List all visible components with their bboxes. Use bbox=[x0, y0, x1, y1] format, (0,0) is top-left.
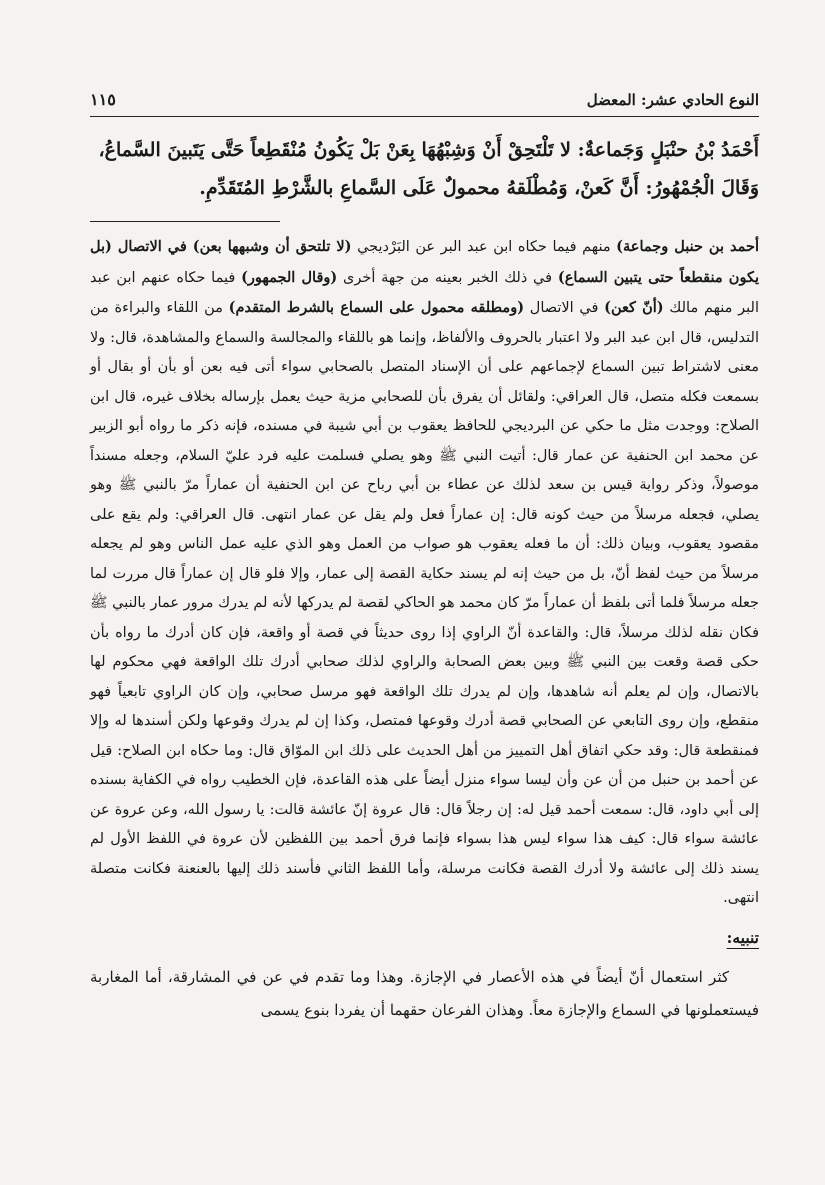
separator-rule bbox=[90, 221, 280, 222]
commentary-span: في الاتصال bbox=[524, 300, 605, 316]
running-header bbox=[90, 90, 759, 117]
section-heading: تنبيه: bbox=[726, 927, 759, 947]
keyword: أحمد بن حنبل وجماعة) bbox=[616, 238, 759, 255]
keyword: (وقال الجمهور) bbox=[241, 268, 338, 286]
keyword: (ومطلقه محمول على السماع بالشرط المتقدم) bbox=[228, 299, 525, 316]
section-paragraph: كثر استعمال أنّ أيضاً في هذه الأعصار في الإجازة. وهذا وما تقدم في عن في المشارقة، أما المغاربة فيستعملونها في السماع والإجازة معاً. وهذان الفرعان حقهما أن يفردا بنوع يسمى bbox=[90, 967, 759, 1019]
chapter-title: النوع الحادي عشر: المعضل bbox=[586, 91, 759, 109]
page-number: ١١٥ bbox=[90, 90, 116, 109]
verse-line-2: وَقَالَ الْجُمْهُورُ: أَنَّ كَعنْ، وَمُطْلَقهُ محمولٌ عَلَى السَّماعِ بالشَّرْطِ المُتَقَدِّمِ. bbox=[199, 177, 759, 199]
section-body bbox=[90, 961, 759, 1027]
commentary-span: في ذلك الخبر بعينه من جهة أخرى bbox=[337, 269, 558, 286]
keyword: (لا تلتحق أن وشبهها بعن) في الاتصال (بل يكون منقطعاً حتى يتبين السماع) bbox=[90, 238, 759, 286]
commentary-span: فيما حكاه عنهم ابن عبد البر منهم مالك bbox=[90, 269, 759, 316]
commentary-span: من اللقاء والبراءة من التدليس، قال ابن عبد البر ولا اعتبار بالحروف والألفاظ، وإنما هو باللقاء والمجالسة والسماع والمشاهدة، قال: ولا معنى لاشتراط تبين السماع لإجماعهم على أن الإسناد المتصل بالصحابي سواء أتى فيه بعن أو بأن أو بقال أو بسمعت فكله متصل، قال العراقي: ولقائل أن يفرق بأن للصحابي مزية حيث يعمل بإرساله بخلاف غيره، قال ابن الصلاح: ووجدت مثل ما حكي عن البرديجي للحافظ يعقوب بن أبي شيبة في مسنده، فإنه ذكر ما رواه أبو الزبير عن محمد ابن الحنفية عن عمار قال: أتيت النبي ﷺ وهو يصلي فسلمت عليه فرد عليّ السلام، وجعله مسنداً موصولاً، وذكر رواية قيس بن سعد لذلك عن عطاء بن أبي رباح عن ابن الحنفية أن عماراً مرّ بالنبي ﷺ وهو يصلي، فجعله مرسلاً من حيث كونه قال: إن عماراً فعل ولم يقل عن عمار انتهى. قال العراقي: ولم يقع على مقصود يعقوب، وبيان ذلك: أن ما فعله يعقوب هو صواب من العمل وهو الذي عليه عمل الناس وهو لم يجعله مرسلاً من حيث لفظ أنّ، بل من حيث إنه لم يسند حكاية القصة إلى عمار، وإلا فلو قال إن عماراً قال مررت لما جعله مرسلاً فلما أتى بلفظ أن عماراً مرّ كان محمد هو الحاكي لقصة لم يدركها لأنه لم يدرك مرور عمار بالنبي ﷺ فكان نقله لذلك مرسلاً، قال: والقاعدة أنّ الراوي إذا روى حديثاً في قصة أو واقعة، فإن كان أدرك ما رواه بأن حكى قصة وقعت بين النبي ﷺ وبين بعض الصحابة والراوي لذلك صحابي أدرك تلك الواقعة فهي محكوم لها بالاتصال، وإن لم يعلم أنه شاهدها، وإن لم يدرك تلك الواقعة فهو مرسل صحابي، وإن كان الراوي تابعياً فهو منقطع، وإن روى التابعي عن الصحابي قصة أدرك وقوعها فمتصل، وكذا إن لم يدرك وقوعها ولكن أسندها له وإلا فمنقطعة قال: وقد حكي اتفاق أهل التمييز من أهل الحديث على ذلك ابن الموّاق قال: وما حكاه ابن الصلاح: قيل عن أحمد بن حنبل من أن عن وأن ليسا سواء منزل أيضاً على هذه القاعدة، فإن الخطيب رواه في الكفاية بسنده إلى أبي داود، قال: سمعت أحمد قيل له: إن رجلاً قال: قال عروة إنّ عائشة قالت: يا رسول الله، وعن عروة عن عائشة سواء قال: كيف هذا سواء ليس هذا بسواء فإنما فرق أحمد بين اللفظين لأن عروة في اللفظ الأول لم يسند ذلك إلى عائشة ولا أدرك القصة فكانت مرسلة، وأما اللفظ الثاني فأسند ذلك إليها بالعنعنة فكانت متصلة انتهى. bbox=[90, 300, 759, 906]
verse-block bbox=[90, 131, 759, 207]
verse-line-1: أَحْمَدُ بْنُ حنْبَلٍ وَجَماعةٌ: لا تَلْتَحِقْ أَنْ وَشِبْهُهَا بِعَنْ بَلْ يَكُونُ مُنْقَطِعاً حَتَّى يَتَبينَ السَّماعُ، bbox=[98, 139, 759, 161]
commentary-span: منهم فيما حكاه ابن عبد البر عن البَرْديجي bbox=[351, 239, 617, 255]
keyword: (أنّ كعن) bbox=[604, 299, 664, 316]
commentary-text bbox=[90, 232, 759, 914]
